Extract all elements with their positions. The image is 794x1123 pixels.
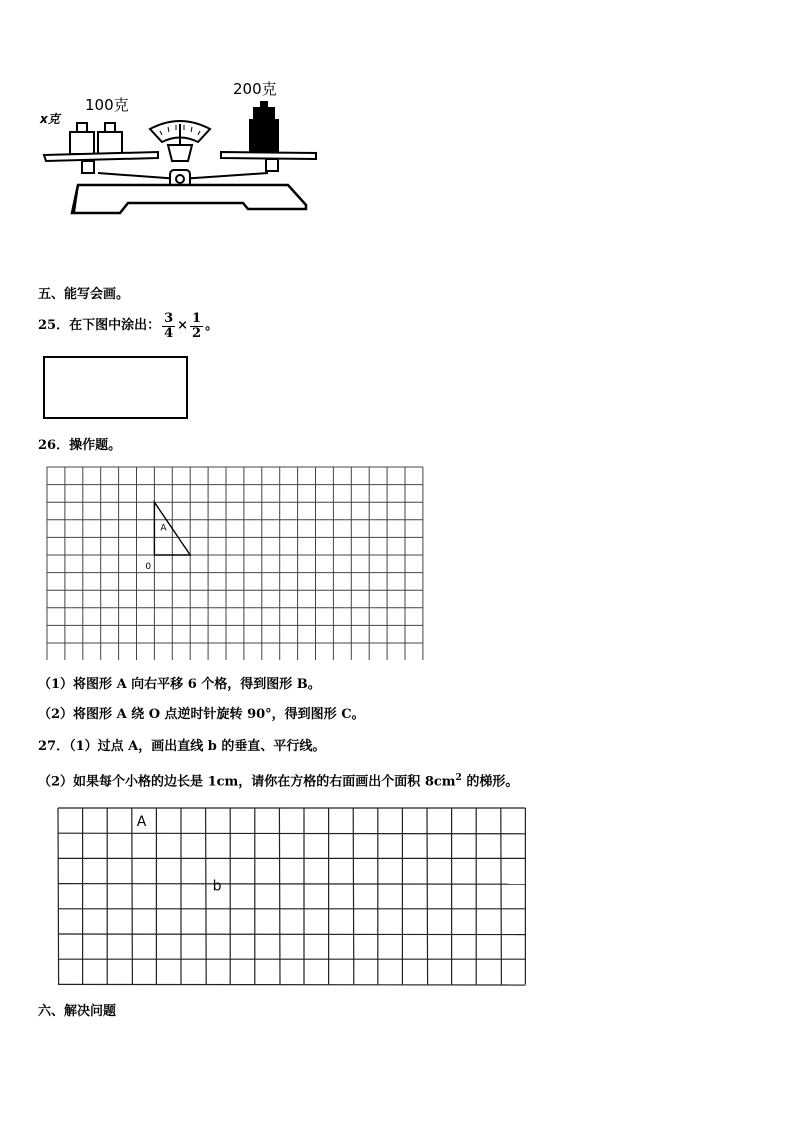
100-gram-label: 100克 — [85, 96, 129, 114]
x-gram-label: x克 — [40, 112, 60, 126]
grid-line — [279, 808, 280, 984]
times-sign: × — [177, 318, 189, 333]
grid-line — [58, 934, 525, 935]
grid-line — [206, 808, 207, 984]
grid-line — [501, 808, 502, 984]
q27-instruction-2: （2）如果每个小格的边长是 1cm，请你在方格的右面画出个面积 $8cm^2$ 的梯形。 — [38, 773, 519, 790]
balance-scale-figure — [38, 75, 328, 225]
grid-line — [132, 808, 133, 984]
q26-instruction-1: （1）将图形 A 向右平移 6 个格，得到图形 B。 — [38, 677, 321, 692]
grid-line — [58, 884, 525, 885]
grid-line — [58, 833, 525, 834]
shading-rectangle[interactable] — [43, 356, 188, 419]
question-25 — [38, 308, 218, 344]
section-five-heading: 五、能写会画。 — [38, 287, 130, 302]
200-gram-label: 200克 — [233, 80, 277, 98]
grid-line — [353, 808, 354, 984]
q25-prefix: 25．在下图中涂出： — [38, 318, 161, 333]
point-a-label: A — [136, 814, 147, 831]
grid-line — [58, 808, 59, 984]
grid-line — [427, 808, 428, 984]
question-26-title: 26．操作题。 — [38, 438, 122, 453]
section-six-heading: 六、解决问题 — [38, 1004, 117, 1019]
line-b-label: b — [212, 878, 222, 895]
triangle-a-label: A — [160, 523, 167, 534]
q27-instruction-1: 27．（1）过点 A，画出直线 b 的垂直、平行线。 — [38, 739, 326, 754]
q26-instruction-2: （2）将图形 A 绕 O 点逆时针旋转 90°，得到图形 C。 — [38, 707, 365, 722]
fraction-three-quarters: $\frac{3}{4}$ — [164, 310, 174, 341]
fraction-one-half: $\frac{1}{2}$ — [192, 310, 202, 341]
grid-26[interactable] — [44, 464, 426, 660]
grid-line — [58, 984, 525, 985]
grid-27[interactable] — [56, 806, 528, 986]
point-o-label: 0 — [145, 562, 152, 572]
q25-suffix: 。 — [205, 318, 219, 333]
